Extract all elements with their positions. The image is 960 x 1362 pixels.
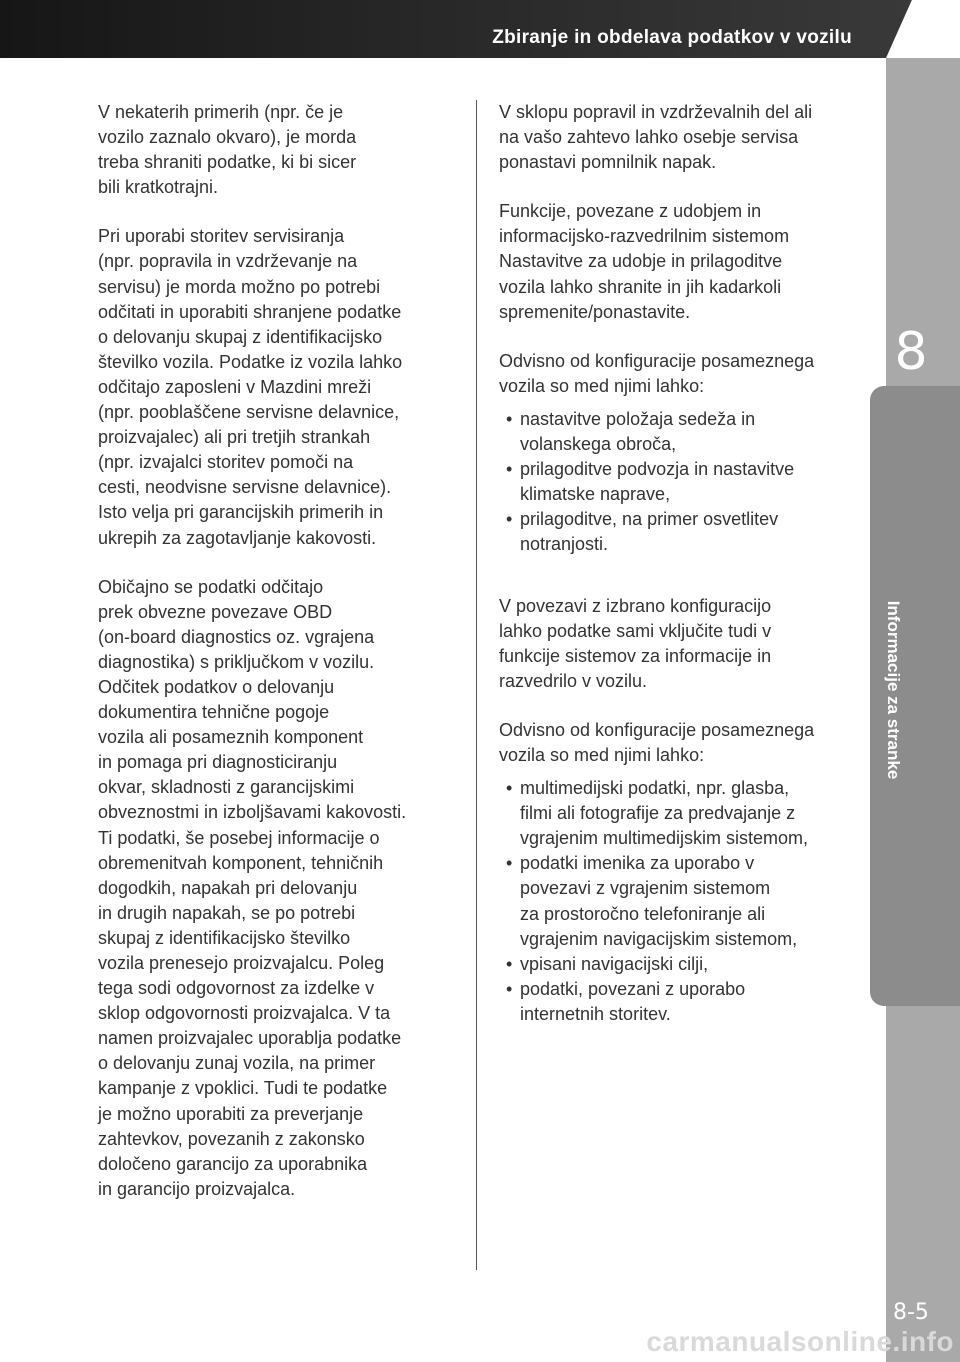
paragraph: Pri uporabi storitev servisiranja (npr. popravila in vzdrževanje na servisu) je morda možno po potrebi odčitati in uporabiti shranjene podatke o delovanju skupaj z identifikacijsko številko vozila. Podatke iz vozila lahko odčitajo zaposleni v Mazdini mreži (npr. pooblaščene servisne delavnice, proizvajalec) ali pri tretjih strankah (npr. izvajalci storitev pomoči na cesti, neodvisne servisne delavnice). Isto velja pri garancijskih primerih in ukrepih za zagotavljanje kakovosti. [98, 226, 403, 548]
list-item [506, 952, 865, 977]
bullet-icon: • [506, 778, 513, 799]
left-column [98, 100, 456, 1226]
page-header [0, 0, 960, 58]
bullet-icon: • [506, 853, 513, 874]
paragraph: Običajno se podatki odčitajo prek obvezne povezave OBD (on-board diagnostics oz. vgrajena diagnostika) s priključkom v vozilu. Odčitek podatkov o delovanju dokumentira tehnične pogoje vozila ali posameznih komponent in pomaga pri diagnosticiranju okvar, skladnosti z garancijskimi obveznostmi in izboljšavami kakovosti. Ti podatki, še posebej informacije o obremenitvah komponent, tehničnih dogodkih, napakah pri delovanju in drugih napakah, se po potrebi skupaj z identifikacijsko številko vozila prenesejo proizvajalcu. Poleg tega sodi odgovornost za izdelke v sklop odgovornosti proizvajalca. V ta namen proizvajalec uporablja podatke o delovanju zunaj vozila, na primer kampanje z vpoklici. Tudi te podatke je možno uporabiti za preverjanje zahtevkov, povezanih z zakonsko določeno garancijo za uporabnika in garancijo proizvajalca. [98, 576, 407, 1199]
list-item-text: prilagoditve podvozja in nastavitve klimatske naprave, [520, 459, 795, 505]
list-item-text: multimedijski podatki, npr. glasba, filmi ali fotografije za predvajanje z vgrajenim multimedijskim sistemom, [520, 778, 809, 849]
paragraph: Odvisno od konfiguracije posameznega vozila so med njimi lahko: [499, 719, 815, 765]
bullet-icon: • [506, 953, 513, 974]
list-item-text: prilagoditve, na primer osvetlitev notranjosti. [520, 509, 779, 555]
chapter-number: 8 [894, 322, 928, 382]
list-item-text: podatki, povezani z uporabo internetnih storitev. [520, 978, 746, 1024]
right-column [499, 100, 865, 1051]
chapter-label: Informacije za stranke [884, 600, 903, 780]
list-item-text: nastavitve položaja sedeža in volanskega obroča, [520, 408, 756, 455]
paragraph: V sklopu popravil in vzdrževalnih del ali na vašo zahtevo lahko osebje servisa ponastavi pomnilnik napak. [499, 102, 813, 173]
column-divider [476, 100, 477, 1270]
page-number: 8-5 [893, 1300, 929, 1325]
paragraph: V povezavi z izbrano konfiguracijo lahko podatke sami vključite tudi v funkcije sistemov za informacije in razvedrilo v vozilu. [499, 595, 772, 691]
paragraph: V nekaterih primerih (npr. če je vozilo zaznalo okvaro), je morda treba shraniti podatke, ki bi sicer bili kratkotrajni. [98, 102, 357, 198]
page-header-title: Zbiranje in obdelava podatkov v vozilu [492, 27, 852, 48]
watermark: carmanualsonline.info [646, 1326, 954, 1357]
bullet-icon: • [506, 408, 513, 429]
list-item [506, 407, 865, 457]
list-item-text: podatki imenika za uporabo v povezavi z vgrajenim sistemom za prostoročno telefoniranje ali vgrajenim navigacijskim sistemom, [520, 853, 798, 949]
list-item [506, 851, 865, 951]
list-item-text: vpisani navigacijski cilji, [520, 953, 709, 974]
bullet-list [499, 407, 865, 558]
bullet-icon: • [506, 978, 513, 999]
list-item [506, 977, 865, 1027]
bullet-icon: • [506, 509, 513, 530]
bullet-list [499, 776, 865, 1027]
paragraph: Odvisno od konfiguracije posameznega vozila so med njimi lahko: [499, 350, 815, 396]
list-item [506, 457, 865, 507]
list-item [506, 776, 865, 851]
paragraph: Funkcije, povezane z udobjem in informacijsko-razvedrilnim sistemom Nastavitve za udobje in prilagoditve vozila lahko shranite in jih kadarkoli spremenite/ponastavite. [499, 201, 790, 322]
bullet-icon: • [506, 459, 513, 480]
list-item [506, 507, 865, 557]
